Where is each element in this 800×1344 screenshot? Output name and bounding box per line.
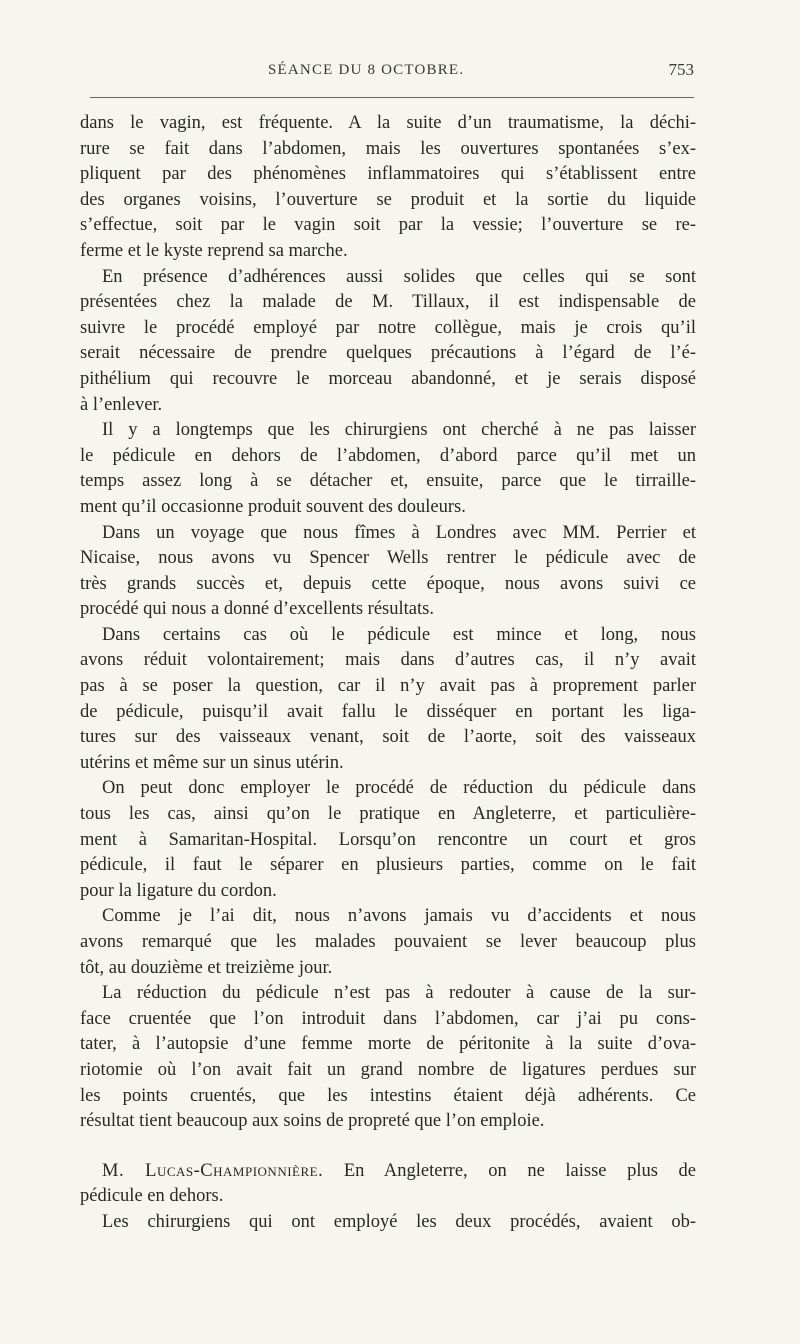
text-line: riotomie où l’on avait fait un grand nombre de ligatures perdues sur <box>80 1059 696 1080</box>
text-line: à l’enlever. <box>80 394 163 415</box>
text-line: les points cruentés, que les intestins étaient déjà adhérents. Ce <box>80 1085 696 1106</box>
text-line: rure se fait dans l’abdomen, mais les ouvertures spontanées s’ex- <box>80 138 696 159</box>
text-line: tous les cas, ainsi qu’on le pratique en Angleterre, et particulière- <box>80 804 696 825</box>
text-line: ferme et le kyste reprend sa marche. <box>80 240 348 261</box>
text-line: des organes voisins, l’ouverture se produit et la sortie du liquide <box>80 189 696 210</box>
text-line: ment qu’il occasionne produit souvent des douleurs. <box>80 496 466 517</box>
running-head: SÉANCE DU 8 OCTOBRE. <box>268 62 465 78</box>
paragraph <box>80 623 696 777</box>
speaker-name: M. Lucas-Championnière. <box>102 1160 324 1181</box>
text-line: pédicule en dehors. <box>80 1186 224 1207</box>
text-line: suivre le procédé employé par notre collègue, mais je crois qu’il <box>80 317 696 338</box>
text-line: avons remarqué que les malades pouvaient se lever beaucoup plus <box>80 932 696 952</box>
header-rule <box>90 97 694 98</box>
text-line: ment à Samaritan-Hospital. Lorsqu’on rencontre un court et gros <box>80 829 696 850</box>
paragraph-gap <box>80 1135 696 1159</box>
text-line: résultat tient beaucoup aux soins de propreté que l’on emploie. <box>80 1111 545 1132</box>
text-line: très grands succès et, depuis cette époque, nous avons suivi ce <box>80 573 696 594</box>
book-page <box>80 0 696 1344</box>
speaker-paragraph <box>80 1159 696 1236</box>
text-line: Il y a longtemps que les chirurgiens ont cherché à ne pas laisser <box>102 420 696 441</box>
text-line: dans le vagin, est fréquente. A la suite d’un traumatisme, la déchi- <box>80 113 696 133</box>
text-line: En présence d’adhérences aussi solides que celles qui se sont <box>102 266 696 287</box>
paragraph <box>80 418 696 520</box>
text-line: de pédicule, puisqu’il avait fallu le disséquer en portant les liga- <box>80 701 696 722</box>
text-line: Les chirurgiens qui ont employé les deux procédés, avaient ob- <box>102 1211 696 1232</box>
text-line: Nicaise, nous avons vu Spencer Wells rentrer le pédicule avec de <box>80 548 696 569</box>
speaker-text: En Angleterre, on ne laisse plus de <box>323 1160 696 1181</box>
text-line: face cruentée que l’on introduit dans l’abdomen, car j’ai pu cons- <box>80 1008 696 1029</box>
text-line: pour la ligature du cordon. <box>80 880 277 901</box>
text-line: On peut donc employer le procédé de réduction du pédicule dans <box>102 778 696 799</box>
text-line: pithélium qui recouvre le morceau abandonné, et je serais disposé <box>80 368 696 389</box>
text-line: Dans certains cas où le pédicule est mince et long, nous <box>102 624 696 645</box>
text-line: Comme je l’ai dit, nous n’avons jamais vu d’accidents et nous <box>102 906 696 927</box>
text-line: pédicule, il faut le séparer en plusieurs parties, comme on le fait <box>80 855 696 876</box>
text-line: La réduction du pédicule n’est pas à redouter à cause de la sur- <box>102 983 696 1004</box>
text-line: le pédicule en dehors de l’abdomen, d’abord parce qu’il met un <box>80 445 696 466</box>
text-line: tater, à l’autopsie d’une femme morte de péritonite à la suite d’ova- <box>80 1034 696 1055</box>
text-line: tures sur des vaisseaux venant, soit de l’aorte, soit des vaisseaux <box>80 727 696 748</box>
text-line: s’effectue, soit par le vagin soit par la vessie; l’ouverture se re- <box>80 215 696 236</box>
paragraph <box>80 521 696 623</box>
text-line: procédé qui nous a donné d’excellents résultats. <box>80 599 434 620</box>
text-line: pas à se poser la question, car il n’y avait pas à proprement parler <box>80 676 696 697</box>
text-line: présentées chez la malade de M. Tillaux, il est indispensable de <box>80 292 696 313</box>
text-line <box>80 1159 696 1185</box>
text-line: tôt, au douzième et treizième jour. <box>80 957 333 978</box>
text-line: serait nécessaire de prendre quelques précautions à l’égard de l’é- <box>80 343 696 364</box>
page-header <box>80 60 696 84</box>
text-line: utérins et même sur un sinus utérin. <box>80 752 344 773</box>
text-line: avons réduit volontairement; mais dans d’autres cas, il n’y avait <box>80 650 696 671</box>
paragraph <box>80 265 696 419</box>
paragraph <box>80 981 696 1135</box>
body-text <box>80 111 696 1236</box>
paragraph <box>80 776 696 904</box>
page-number: 753 <box>668 60 694 79</box>
paragraph <box>80 904 696 981</box>
text-line: pliquent par des phénomènes inflammatoires qui s’établissent entre <box>80 164 696 185</box>
text-line: Dans un voyage que nous fîmes à Londres avec MM. Perrier et <box>102 522 696 543</box>
paragraph <box>80 111 696 265</box>
text-line: temps assez long à se détacher et, ensuite, parce que le tirraille- <box>80 471 696 492</box>
